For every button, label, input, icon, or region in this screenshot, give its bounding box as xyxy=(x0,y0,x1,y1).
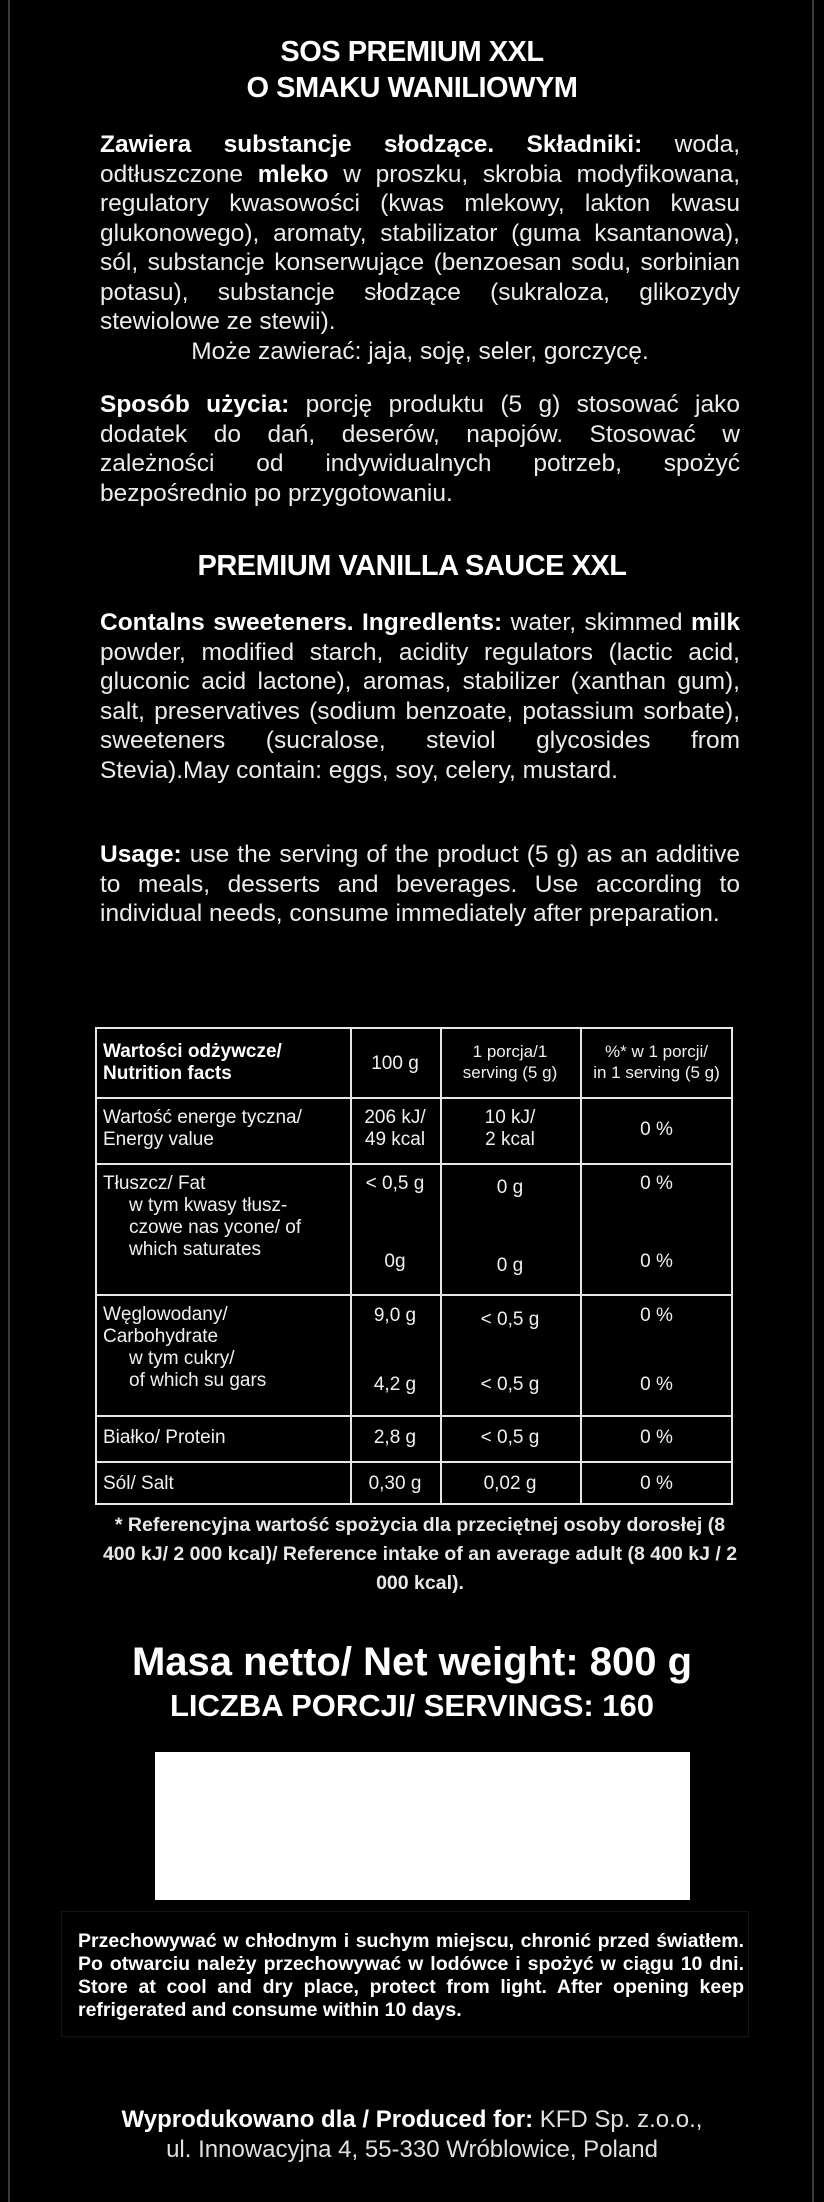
sugars-percent-ri: 0 % xyxy=(640,1374,673,1395)
en-usage xyxy=(100,840,740,929)
salt-per-serving: 0,02 g xyxy=(483,1473,537,1494)
reference-intake-note: * Referencyjna wartość spożycia dla przeciętnej osoby dorosłej (8 400 kJ/ 2 000 kcal)/ Reference intake of an average adult (8 400 kJ / 2 000 kcal). xyxy=(102,1514,738,1594)
batch-code-area xyxy=(155,1752,690,1900)
header-per-100g: 100 g xyxy=(371,1053,419,1074)
energy-label-en: Energy value xyxy=(103,1129,214,1150)
en-ingredients xyxy=(100,608,740,785)
protein-per-serving: < 0,5 g xyxy=(480,1427,540,1448)
saturates-per-100g: 0g xyxy=(384,1251,406,1272)
pl-usage-lead: Sposób użycia: xyxy=(100,391,290,418)
carbohydrate-label xyxy=(103,1304,266,1392)
nutrition-table xyxy=(95,1027,733,1505)
fat-label-main: Tłuszcz/ Fat xyxy=(103,1173,206,1194)
saturates-percent-ri: 0 % xyxy=(640,1251,673,1272)
producer-line xyxy=(0,2105,824,2135)
header-per-serving-pl: 1 porcja/1 xyxy=(472,1042,548,1061)
pl-usage-text: porcję produktu (5 g) stosować jako dodatek do dań, deserów, napojów. Stosować w zależności od indywidualnych potrzeb, spożyć bezpośrednio po przygotowaniu. xyxy=(100,391,740,507)
servings-count: LICZBA PORCJI/ SERVINGS: 160 xyxy=(169,1688,655,1723)
producer-lead: Wyprodukowano dla / Produced for: xyxy=(121,2106,534,2133)
carbohydrate-per-100g: 9,0 g xyxy=(373,1305,417,1326)
sugars-per-serving: < 0,5 g xyxy=(480,1374,540,1395)
table-row-divider xyxy=(97,1163,731,1165)
header-percent-ri xyxy=(580,1041,733,1083)
carbohydrate-label-pl: Węglowodany/ xyxy=(103,1304,228,1325)
pl-product-subtitle: O SMAKU WANILIOWYM xyxy=(246,72,578,104)
fat-per-100g: < 0,5 g xyxy=(365,1173,425,1194)
en-ingredients-text-2: powder, modified starch, acidity regulators (lactic acid, gluconic acid lactone), aromas, stabilizer (xanthan gum), salt, preservatives (sodium benzoate, potassium sorbate), sweeteners (sucralose, steviol glycosides from Stevia).May contain: eggs, soy, celery, mustard. xyxy=(100,638,740,784)
header-nutrition-pl: Wartości odżywcze/ xyxy=(103,1041,282,1062)
energy-per-100g-kcal: 49 kcal xyxy=(364,1129,426,1150)
en-ingredients-text-1: water, skimmed xyxy=(502,609,691,636)
energy-per-serving-kj: 10 kJ/ xyxy=(484,1107,536,1128)
storage-instructions: Przechowywać w chłodnym i suchym miejscu, chronić przed światłem. Po otwarciu należy przechowywać w lodówce i spożyć w ciągu 10 dni. Store at cool and dry place, protect from light. After opening keep refrigerated and consume within 10 days. xyxy=(62,1912,748,2036)
carbohydrate-percent-ri: 0 % xyxy=(640,1305,673,1326)
pl-product-title: SOS PREMIUM XXL xyxy=(280,36,544,68)
salt-percent-ri: 0 % xyxy=(640,1473,673,1494)
salt-per-100g: 0,30 g xyxy=(368,1473,422,1494)
header-per-serving-en: serving (5 g) xyxy=(462,1063,558,1082)
energy-per-serving-kcal: 2 kcal xyxy=(485,1129,535,1150)
producer-company: KFD Sp. z.o.o., xyxy=(533,2106,703,2133)
protein-label: Białko/ Protein xyxy=(103,1427,226,1448)
pl-allergen-milk: mleko xyxy=(257,160,329,188)
pl-ingredients-text-1: woda, odtłuszczone xyxy=(100,131,740,188)
fat-sub-label-1: w tym kwasy tłusz- xyxy=(129,1195,288,1216)
fat-label xyxy=(103,1173,301,1261)
fat-per-serving: 0 g xyxy=(496,1177,524,1198)
fat-percent-ri: 0 % xyxy=(640,1173,673,1194)
header-percent-ri-pl: %* w 1 porcji/ xyxy=(605,1042,708,1061)
header-percent-ri-en: in 1 serving (5 g) xyxy=(593,1063,720,1082)
pl-ingredients-text-2: w proszku, skrobia modyfikowana, regulatory kwasowości (kwas mlekowy, lakton kwasu glukonowego), aromaty, stabilizator (guma ksantanowa), sól, substancje konserwujące (benzoesan sodu, sorbinian potasu), substancje słodzące (sukraloza, glikozydy stewiolowe ze stewii). xyxy=(100,160,741,335)
header-per-serving xyxy=(440,1041,580,1083)
pl-allergens: Może zawierać: jaja, soję, seler, gorczycę. xyxy=(191,337,649,365)
energy-per-serving xyxy=(440,1107,580,1151)
en-usage-lead: Usage: xyxy=(100,841,182,868)
energy-label-pl: Wartość energe tyczna/ xyxy=(103,1107,302,1128)
energy-per-100g-kj: 206 kJ/ xyxy=(364,1107,426,1128)
saturates-per-serving: 0 g xyxy=(496,1255,524,1276)
sugars-per-100g: 4,2 g xyxy=(373,1374,417,1395)
header-nutrition-label xyxy=(103,1041,282,1085)
carbohydrate-label-en: Carbohydrate xyxy=(103,1326,219,1347)
sugars-label-pl: w tym cukry/ xyxy=(129,1348,235,1369)
producer-address: ul. Innowacyjna 4, 55-330 Wróblowice, Poland xyxy=(166,2136,658,2163)
carbohydrate-per-serving: < 0,5 g xyxy=(480,1309,540,1330)
header-nutrition-en: Nutrition facts xyxy=(103,1063,232,1084)
fat-sub-label-3: which saturates xyxy=(129,1239,262,1260)
fat-sub-label-2: czowe nas ycone/ of xyxy=(129,1217,302,1238)
en-ingredients-lead: Contalns sweeteners. Ingredlents: xyxy=(100,609,503,636)
sugars-label-en: of which su gars xyxy=(129,1370,267,1391)
pl-usage xyxy=(100,390,740,508)
energy-per-100g xyxy=(350,1107,440,1151)
net-weight: Masa netto/ Net weight: 800 g xyxy=(131,1640,693,1684)
table-row-divider xyxy=(97,1461,731,1463)
pl-ingredients-lead: Zawiera substancje słodzące. Składniki: xyxy=(100,131,643,158)
pl-ingredients xyxy=(100,130,740,366)
table-row-divider xyxy=(97,1097,731,1099)
en-allergen-milk: milk xyxy=(690,609,740,636)
en-usage-text: use the serving of the product (5 g) as an additive to meals, desserts and beverages. Use according to individual needs, consume immediately after preparation. xyxy=(100,841,740,927)
producer-info xyxy=(0,2105,824,2165)
table-row-divider xyxy=(97,1294,731,1296)
protein-per-100g: 2,8 g xyxy=(373,1427,417,1448)
protein-percent-ri: 0 % xyxy=(640,1427,673,1448)
salt-label: Sól/ Salt xyxy=(103,1473,174,1494)
energy-label xyxy=(103,1107,302,1151)
energy-percent-ri: 0 % xyxy=(640,1119,673,1140)
table-row-divider xyxy=(97,1415,731,1417)
en-product-title: PREMIUM VANILLA SAUCE XXL xyxy=(197,550,627,582)
